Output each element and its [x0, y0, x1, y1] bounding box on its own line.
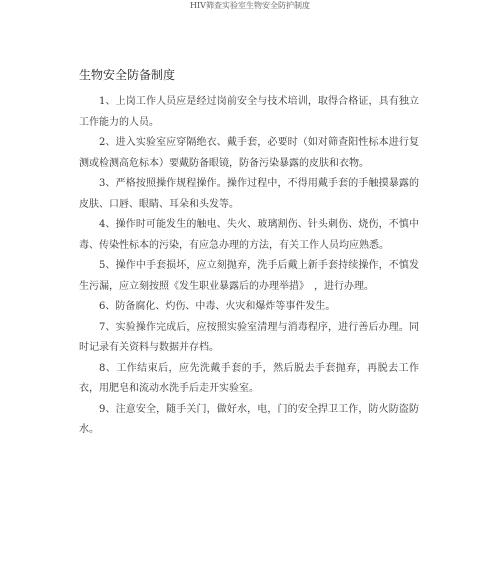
paragraph-6: 6、防备腐化、灼伤、中毒、火灾和爆炸等事件发生。 — [99, 301, 336, 312]
paragraph-3: 3、严格按照操作规程操作。操作过程中，不得用戴手套的手触摸暴露的皮肤、口唇、眼睛、耳朵和头发等。 — [79, 178, 419, 210]
paragraph-2: 2、进入实验室应穿隔绝衣、戴手套，必要时（如对筛查阳性标本进行复测或检测高危标本）要戴防备眼镜，防备污染暴露的皮肤和衣物。 — [79, 137, 419, 169]
paragraph-4: 4、操作时可能发生的触电、失火、玻璃割伤、针头刺伤、烧伤，不慎中毒、传染性标本的污染，有应急办理的方法，有关工作人员均应熟悉。 — [79, 219, 419, 251]
document-body — [79, 92, 419, 441]
paragraph-8: 8、工作结束后，应先洗戴手套的手，然后脱去手套抛弃，再脱去工作衣，用肥皂和流动水洗手后走开实验室。 — [79, 362, 419, 394]
paragraph-1: 1、上岗工作人员应是经过岗前安全与技术培训，取得合格证，具有独立工作能力的人员。 — [79, 96, 419, 128]
page-header: HIV筛查实验室生物安全防护制度 — [190, 1, 310, 10]
paragraph-9: 9、注意安全，随手关门，做好水，电，门的安全捍卫工作，防火防盗防水。 — [79, 403, 419, 435]
document-title: 生物安全防备制度 — [79, 68, 176, 82]
paragraph-5: 5、操作中手套损坏，应立刻抛弃，洗手后戴上新手套持续操作，不慎发生污漏，应立刻按照《发生职业暴露后的办理举措》 ，进行办理。 — [79, 260, 419, 292]
paragraph-7: 7、实验操作完成后，应按照实验室清理与消毒程序，进行善后办理。同时记录有关资料与数据并存档。 — [79, 321, 419, 353]
